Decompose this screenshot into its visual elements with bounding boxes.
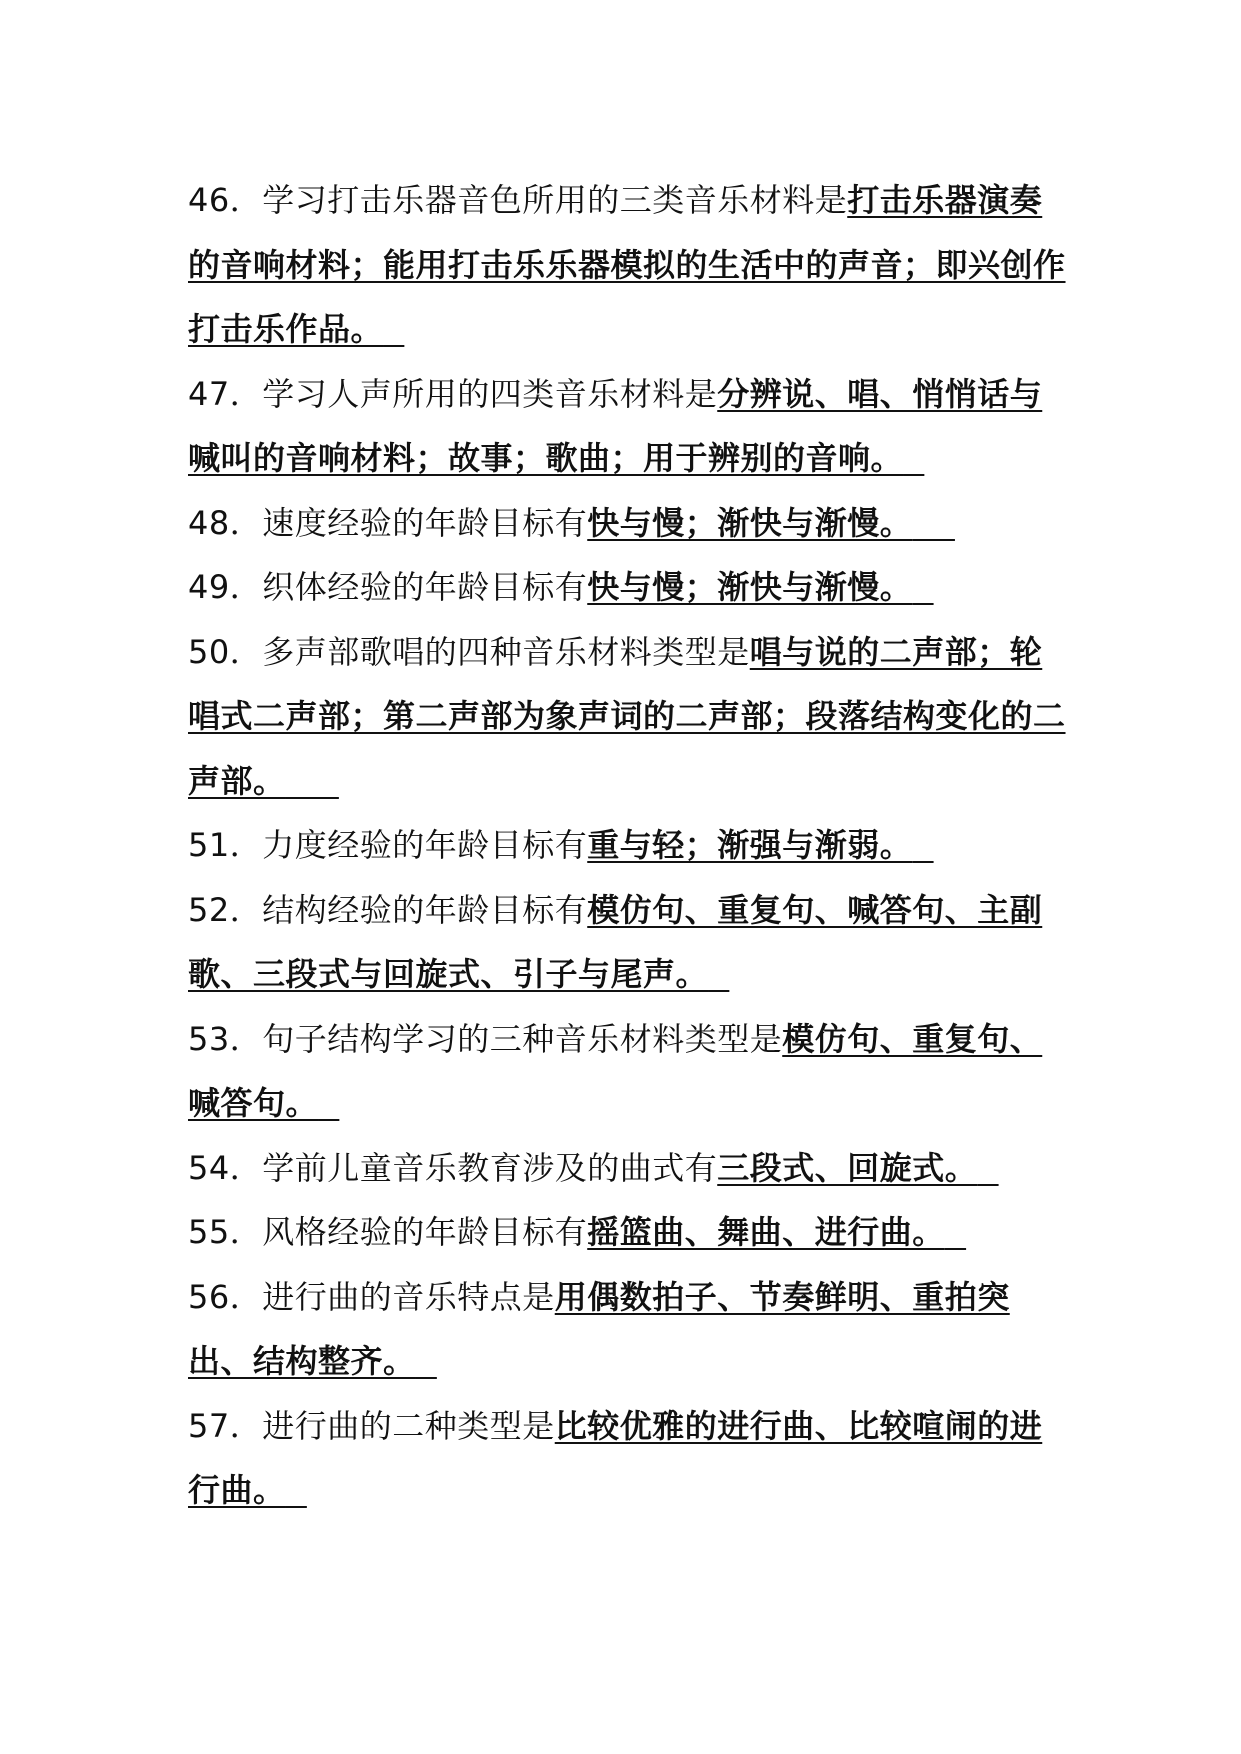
list-item — [188, 813, 1068, 878]
question-text: 56．进行曲的音乐特点是 — [188, 1277, 555, 1316]
list-item — [188, 491, 1068, 556]
answer-blank — [286, 1471, 307, 1509]
answer-text: 分辨说、唱、悄悄话与喊叫的音响材料；故事；歌曲；用于辨别的音响。 — [188, 374, 1043, 477]
list-item — [188, 362, 1068, 491]
question-text: 52．结构经验的年龄目标有 — [188, 890, 588, 929]
answer-text: 打击乐器演奏的音响材料；能用打击乐乐器模拟的生活中的声音；即兴创作打击乐作品。 — [188, 181, 1066, 348]
answer-blank — [383, 310, 404, 348]
answer-blank — [286, 762, 339, 800]
question-text: 47．学习人声所用的四类音乐材料是 — [188, 374, 718, 413]
question-text: 49．织体经验的年龄目标有 — [188, 568, 588, 606]
answer-blank — [912, 826, 933, 864]
answer-text: 三段式、回旋式。 — [717, 1148, 978, 1187]
question-text: 48．速度经验的年龄目标有 — [188, 503, 588, 542]
list-item — [188, 1200, 1068, 1265]
list-item — [188, 620, 1068, 814]
answer-text: 摇篮曲、舞曲、进行曲。 — [587, 1213, 945, 1251]
question-text: 51．力度经验的年龄目标有 — [188, 826, 588, 864]
list-item — [188, 1394, 1068, 1523]
question-text: 46．学习打击乐器音色所用的三类音乐材料是 — [188, 181, 848, 219]
answer-text: 比较优雅的进行曲、比较喧闹的进行曲。 — [188, 1406, 1043, 1509]
answer-blank — [977, 1149, 998, 1187]
answer-text: 用偶数拍子、节奏鲜明、重拍突出、结构整齐。 — [188, 1277, 1010, 1380]
answer-text: 快与慢；渐快与渐慢。 — [587, 503, 913, 542]
answer-text: 重与轻；渐强与渐弱。 — [587, 826, 913, 864]
answer-text: 快与慢；渐快与渐慢。 — [587, 568, 913, 606]
answer-blank — [912, 504, 955, 542]
answer-blank — [903, 439, 924, 477]
answer-blank — [416, 1342, 437, 1380]
list-item — [188, 555, 1068, 620]
question-text: 57．进行曲的二种类型是 — [188, 1406, 555, 1445]
list-item — [188, 1007, 1068, 1136]
list-item — [188, 1265, 1068, 1394]
question-text: 54．学前儿童音乐教育涉及的曲式有 — [188, 1148, 718, 1187]
answer-blank — [945, 1213, 966, 1251]
answer-text: 模仿句、重复句、喊答句。 — [188, 1019, 1043, 1122]
list-item — [188, 1136, 1068, 1201]
answer-blank — [912, 568, 933, 606]
list-item — [188, 878, 1068, 1007]
answer-text: 唱与说的二声部；轮唱式二声部；第二声部为象声词的二声部；段落结构变化的二声部。 — [188, 632, 1066, 800]
question-text: 50．多声部歌唱的四种音乐材料类型是 — [188, 632, 750, 671]
answer-blank — [318, 1084, 339, 1122]
document-page — [188, 168, 1068, 1523]
question-text: 55．风格经验的年龄目标有 — [188, 1213, 588, 1251]
answer-text: 模仿句、重复句、喊答句、主副歌、三段式与回旋式、引子与尾声。 — [188, 890, 1043, 993]
question-text: 53．句子结构学习的三种音乐材料类型是 — [188, 1019, 783, 1058]
answer-blank — [708, 955, 729, 993]
list-item — [188, 168, 1068, 362]
